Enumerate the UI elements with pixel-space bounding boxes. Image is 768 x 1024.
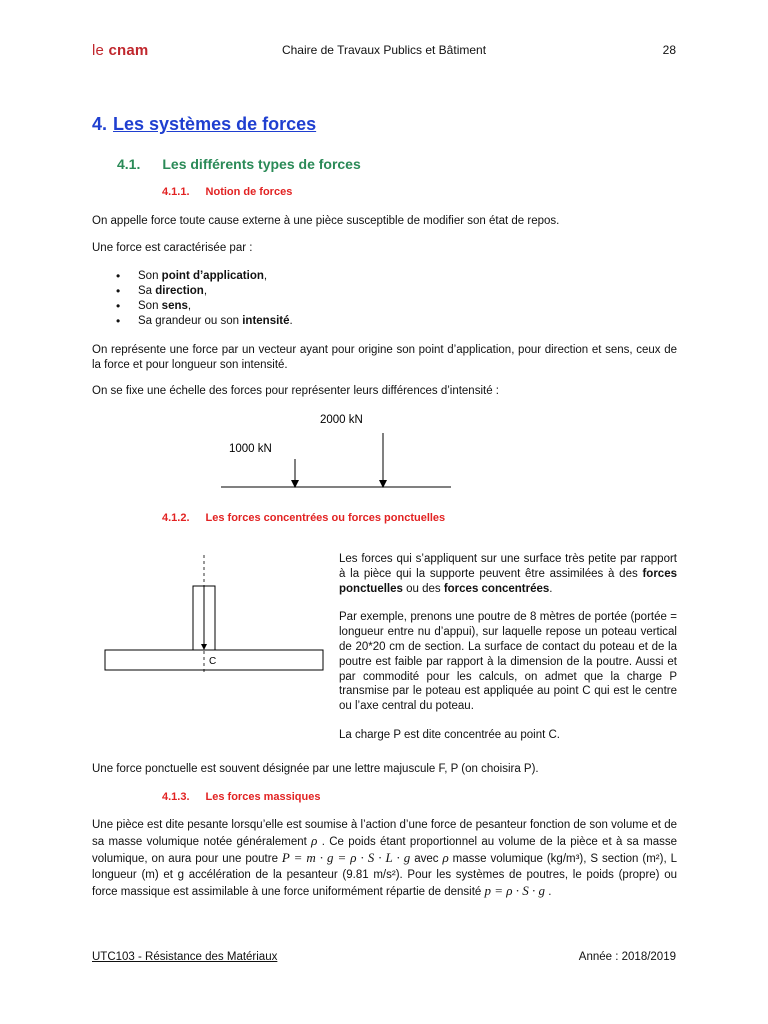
list-item: • Son point d’application, (116, 269, 293, 284)
rho-symbol: ρ (442, 850, 449, 866)
paragraph-definition: Les forces qui s’appliquent sur une surface très petite par rapport à la pièce qui la supporte peuvent être assimilées à des forces ponctuelles ou des forces concentrées. (339, 553, 677, 595)
paragraph-characteristics-intro: Une force est caractérisée par : (92, 242, 253, 254)
label-1000kn: 1000 kN (229, 443, 272, 455)
paragraph-conclusion: La charge P est dite concentrée au point C. (339, 728, 560, 741)
list-item: • Sa grandeur ou son intensité. (116, 314, 293, 329)
section-number: 4. (92, 114, 108, 134)
footer-course: UTC103 - Résistance des Matériaux (92, 951, 278, 963)
heading-title: Les forces massiques (205, 791, 321, 803)
subsection-heading (117, 156, 361, 172)
subsection-title: Les différents types de forces (162, 156, 361, 172)
rho-symbol: ρ (311, 833, 318, 849)
beam-column-figure (100, 553, 330, 677)
paragraph-force-scale: On se fixe une échelle des forces pour représenter leurs différences d’intensité : (92, 385, 499, 397)
section-heading (92, 114, 316, 135)
paragraph-force-definition: On appelle force toute cause externe à une pièce susceptible de modifier son état de repos. (92, 215, 560, 227)
density-formula: p = ρ · S · g (484, 882, 545, 898)
characteristics-list (116, 269, 293, 329)
page-number: 28 (662, 43, 676, 57)
logo-prefix: le (92, 42, 109, 59)
heading-4-1-3 (162, 791, 320, 803)
header-title: Chaire de Travaux Publics et Bâtiment (281, 43, 487, 57)
weight-formula: P = m · g = ρ · S · L · g (281, 850, 411, 866)
subsection-number: 4.1. (117, 156, 141, 172)
heading-title: Les forces concentrées ou forces ponctuelles (205, 512, 446, 524)
heading-number: 4.1.1. (162, 186, 190, 198)
heading-title: Notion de forces (205, 186, 293, 198)
paragraph-mass-forces: Une pièce est dite pesante lorsqu’elle est soumise à l’action d’une force de pesanteur fonction de son volume et de sa masse volumique notée généralement ρ . Ce poids étant proportionnel au volume de la pièce et à sa masse volumique, on aura pour une poutre P = m · g = ρ · S · L · g avec ρ masse volumique (kg/m³), S section (m²), L longueur (m) et g accélération de la pesanteur (9.81 m/s²). Pour les systèmes de poutres, le poids (propre) ou force massique est assimilable à une force uniformément répartie de densité p = ρ · S · g . (92, 819, 677, 898)
paragraph-example: Par exemple, prenons une poutre de 8 mètres de portée (portée = longueur entre nu d’appui), sur laquelle repose un poteau vertical de 20*20 cm de section. La surface de contact du poteau et de la poutre est faible par rapport à la dimension de la poutre. Aussi et par commodité pour les calculs, on admet que la charge P transmise par le poteau est appliquée au point C qui est le centre ou l’axe central du poteau. (339, 611, 677, 713)
paragraph-vector-representation: On représente une force par un vecteur ayant pour origine son point d’application, pour direction et sens, ceux de la force et pour longueur son intensité. (92, 344, 677, 371)
footer-year: Année : 2018/2019 (578, 951, 676, 963)
logo-name: cnam (108, 42, 149, 59)
section-title: Les systèmes de forces (113, 114, 317, 134)
point-c-label: C (209, 656, 217, 667)
concentrated-forces-text (339, 552, 677, 757)
load-arrowhead (201, 644, 207, 650)
label-2000kn: 2000 kN (320, 414, 363, 426)
force-scale-figure (215, 408, 460, 494)
heading-number: 4.1.2. (162, 512, 190, 524)
list-item: • Son sens, (116, 299, 293, 314)
list-item: • Sa direction, (116, 284, 293, 299)
heading-4-1-2 (162, 512, 445, 524)
heading-number: 4.1.3. (162, 791, 190, 803)
heading-4-1-1 (162, 186, 292, 198)
paragraph-point-force-notation: Une force ponctuelle est souvent désignée par une lettre majuscule F, P (on choisira P). (92, 763, 539, 775)
